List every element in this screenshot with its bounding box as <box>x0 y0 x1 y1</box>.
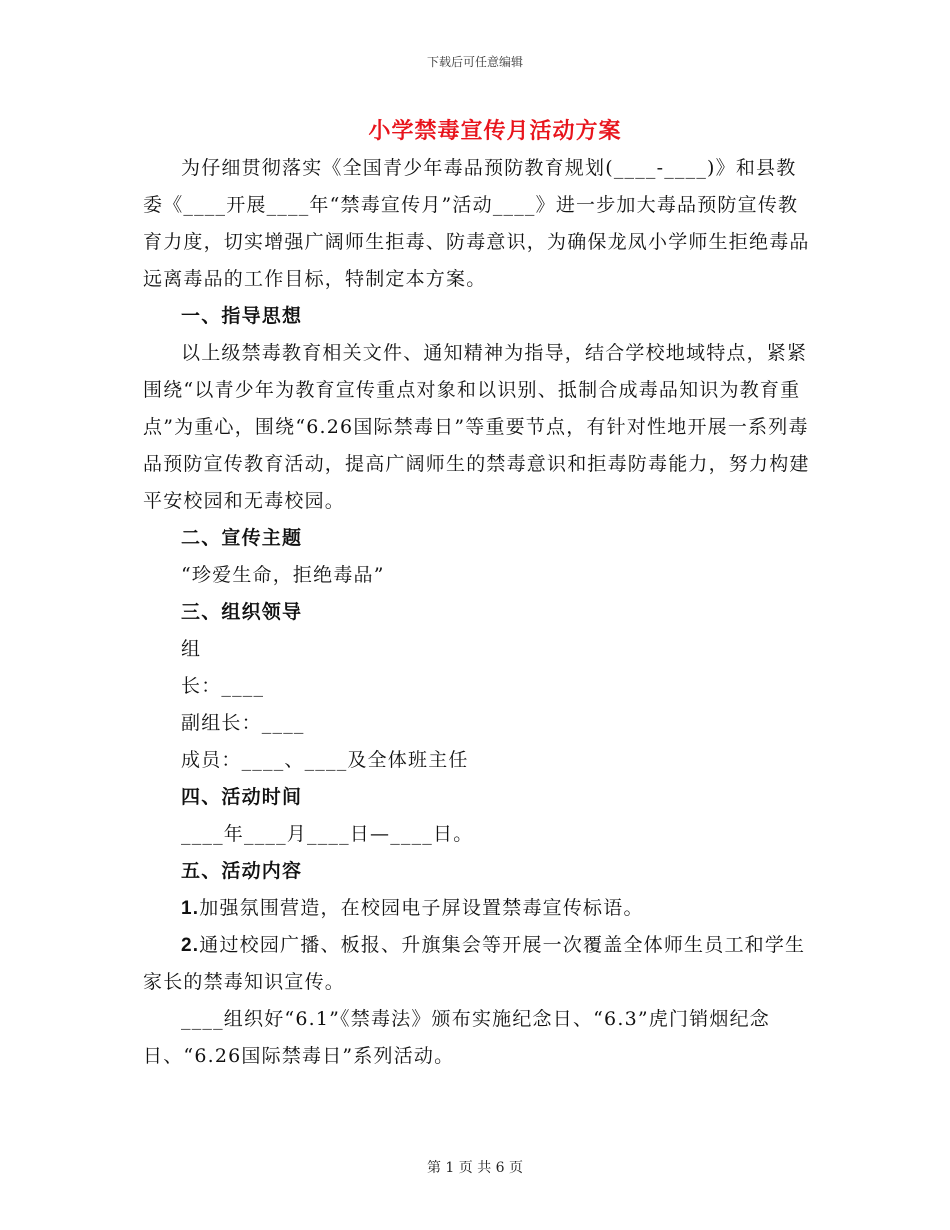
item-number: 2. <box>181 935 200 956</box>
guiding-thought-paragraph: 以上级禁毒教育相关文件、通知精神为指导，结合学校地域特点，紧紧围绕“以青少年为教育宣传重点对象和以识别、抵制合成毒品知识为教育重点”为重心，围绕“6.26国际禁毒日”等重要节点，有针对性地开展一系列毒品预防宣传教育活动，提高广阔师生的禁毒意识和拒毒防毒能力，努力构建平安校园和无毒校园。 <box>143 342 810 512</box>
item-text: 通过校园广播、板报、升旗集会等开展一次覆盖全体师生员工和学生家长的禁毒知识宣传。 <box>143 934 806 993</box>
section-heading-time: 四、活动时间 <box>181 786 303 808</box>
section-heading-guiding-thought: 一、指导思想 <box>181 305 303 327</box>
leadership-line-members: 成员：____、____及全体班主任 <box>181 749 469 771</box>
content-item-2 <box>143 927 813 1001</box>
leadership-line-leader: 长：____ <box>181 675 265 697</box>
theme-paragraph: “珍爱生命，拒绝毒品” <box>181 564 385 586</box>
section-heading-leadership: 三、组织领导 <box>181 601 303 623</box>
section-heading-theme: 二、宣传主题 <box>181 527 303 549</box>
page-footer: 第 1 页 共 6 页 <box>426 1160 524 1176</box>
leadership-line-group: 组 <box>181 638 202 660</box>
item-number: 1. <box>181 898 200 919</box>
section-heading-content: 五、活动内容 <box>181 860 303 882</box>
document-body <box>143 150 813 1075</box>
item-text: 加强氛围营造，在校园电子屏设置禁毒宣传标语。 <box>199 897 644 919</box>
content-item-1 <box>143 890 813 927</box>
leadership-line-deputy: 副组长：____ <box>181 712 305 734</box>
document-title: 小学禁毒宣传月活动方案 <box>368 118 622 144</box>
time-paragraph: ____年____月____日—____日。 <box>181 823 474 845</box>
header-note: 下载后可任意编辑 <box>426 55 523 69</box>
content-item-3: ____组织好“6.1”《禁毒法》颁布实施纪念日、“6.3”虎门销烟纪念日、“6.26国际禁毒日”系列活动。 <box>143 1008 770 1067</box>
intro-paragraph: 为仔细贯彻落实《全国青少年毒品预防教育规划(____-____)》和县教委《____开展____年“禁毒宣传月”活动____》进一步加大毒品预防宣传教育力度，切实增强广阔师生拒毒、防毒意识，为确保龙凤小学师生拒绝毒品远离毒品的工作目标，特制定本方案。 <box>143 157 810 290</box>
